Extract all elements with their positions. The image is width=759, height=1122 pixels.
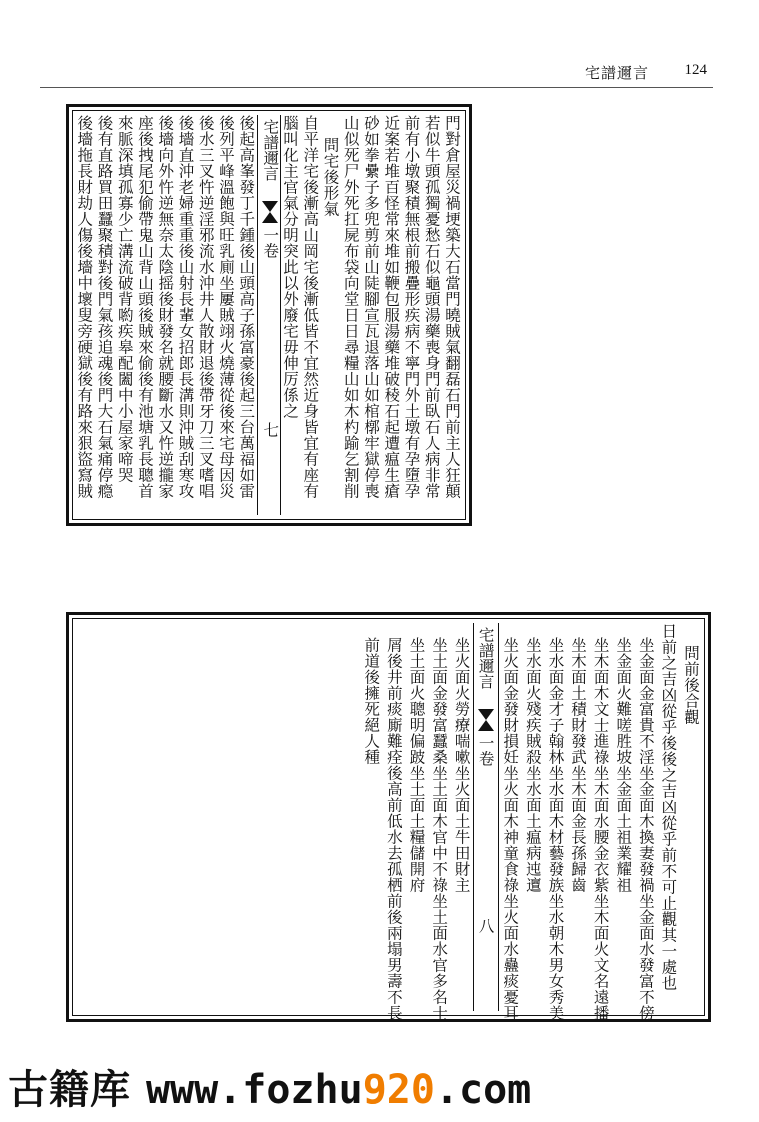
top-page-columns <box>75 115 463 515</box>
text-column: 若似牛頭孤獨憂愁石似龜頭湯藥喪身門前臥石人病非常 <box>422 115 441 499</box>
fold-folio: 七 <box>261 421 280 437</box>
text-column: 坐土面金發富蠶桑坐土面木官中不祿坐土面水官多名士 <box>430 637 449 1021</box>
fold-title: 宅譜邇言 <box>476 627 495 689</box>
text-column: 山似死尸外死扛屍布袋向堂日日尋糧山如木杓踰乞割削 <box>341 115 360 499</box>
fish-tail-mark-icon <box>262 201 278 223</box>
bottom-page-panel <box>66 612 711 1022</box>
text-column: 前道後擁死絕人種 <box>362 637 381 765</box>
text-column: 座後拽尾犯偷帶鬼山背山頭後賊來偷後有池塘乳長聰首 <box>135 115 154 499</box>
url-highlight: 920 <box>362 1067 435 1113</box>
page-number: 124 <box>684 62 707 78</box>
text-column: 自平洋宅後漸高山岡宅後漸低皆不宜然近身皆宜有座有 <box>301 115 320 499</box>
text-column: 坐土面火聰明偏跛坐土面土糧儲開府 <box>407 637 426 893</box>
text-column: 近案若堆百怪常來堆如鞭包服湯藥堆破稜石起遭瘟生瘡 <box>382 115 401 499</box>
text-column: 坐火面金發財損妊坐火面木神童食祿坐火面水蠱痰憂耳 <box>501 637 520 1021</box>
text-column: 屑後井前痰廝難痊後高前低水去孤栖前後兩塌男壽不長 <box>384 637 403 1021</box>
url-suffix: .com <box>434 1067 532 1113</box>
section-heading: 問前後合觀 <box>682 645 700 725</box>
text-column: 坐水面金才子翰林坐水面木材藝發族坐水朝木男女秀美 <box>546 637 565 1021</box>
text-column: 坐水面火殘疾賊殺坐水面土瘟病迍邅 <box>523 637 542 893</box>
url-prefix: www.fozhu <box>145 1067 363 1113</box>
text-column: 後墻直沖老婦重重後山射長輩女招郎長溝則沖賊刮寒攻 <box>176 115 195 499</box>
section-heading: 問宅後形氣 <box>321 137 340 217</box>
center-fold-strip <box>257 115 281 515</box>
header-rule <box>40 87 713 88</box>
text-column: 後有直路買田蠶聚積對後門氣孩追魂後門大石氣痛停瘾 <box>95 115 114 499</box>
text-column: 後起高峯發丁千鍾後山頭高子孫富豪後起三台萬福如雷 <box>237 115 256 499</box>
site-url[interactable] <box>146 1067 531 1113</box>
text-column: 砂如拳纍子多兜剪前山陡腳宣瓦退落山如棺槨牢獄停喪 <box>362 115 380 499</box>
text-column: 來脈深填孤寡少亡溝流破背喲疾皋配闔中小屋家啼哭 <box>115 115 134 483</box>
fold-folio: 八 <box>476 917 495 933</box>
text-column: 日前之吉凶從乎後後之吉凶從乎前不可止觀其一處也 <box>659 623 678 991</box>
watermark-footer <box>8 1058 531 1115</box>
fold-title: 宅譜邇言 <box>261 119 280 181</box>
text-column: 後水三叉忤逆淫邪流水沖井人散財退後帶牙刀三叉嗜唱 <box>196 115 215 499</box>
text-column: 坐金面金富貴不淫坐金面木換妻發禍坐金面水發富不傍 <box>636 637 655 1021</box>
bottom-page-columns <box>75 623 702 1021</box>
fold-volume: 一卷 <box>476 735 495 766</box>
text-column: 坐金面火難嗟胜坡坐金面土祖業耀祖 <box>614 637 633 893</box>
text-column: 前有小墩聚積無根前搬疊形疾病不寧門外土墩有孕墮孕 <box>402 115 421 499</box>
fold-volume: 一卷 <box>261 227 280 258</box>
text-column: 坐木面土積財發武坐木面金長孫歸齒 <box>569 637 588 893</box>
text-column: 腦叫化主官氣分明突此以外廢宅毋伸厉係之 <box>281 115 299 419</box>
text-column: 後列平峰溫飽與旺乳廁坐屢賊翊火燒薄從後來宅母因災 <box>216 115 235 499</box>
top-page-panel <box>66 104 472 526</box>
text-column: 後墻向外忤逆無奈太陰摇後財發名就腰斷水又忤逆攏家 <box>156 115 175 499</box>
text-column: 坐木面木文士進祿坐木面水腰金衣紫坐木面火文名遠播 <box>591 637 610 1021</box>
center-fold-strip <box>473 623 499 1011</box>
text-column: 後墻拖長財劫人傷後墻中壞叟旁硬獄後有路來狠盜寫賊 <box>75 115 94 499</box>
running-title: 宅譜邇言 <box>584 64 649 82</box>
fish-tail-mark-icon <box>478 709 494 731</box>
page-header <box>40 60 713 86</box>
text-column: 門對倉屋災禍埂築大石當門曉賊氣翻磊石門前主人狂顛 <box>443 115 461 499</box>
brand-name: 古籍库 <box>8 1067 131 1113</box>
text-column: 坐火面火勞療喘嗽坐火面土牛田財主 <box>452 637 471 893</box>
